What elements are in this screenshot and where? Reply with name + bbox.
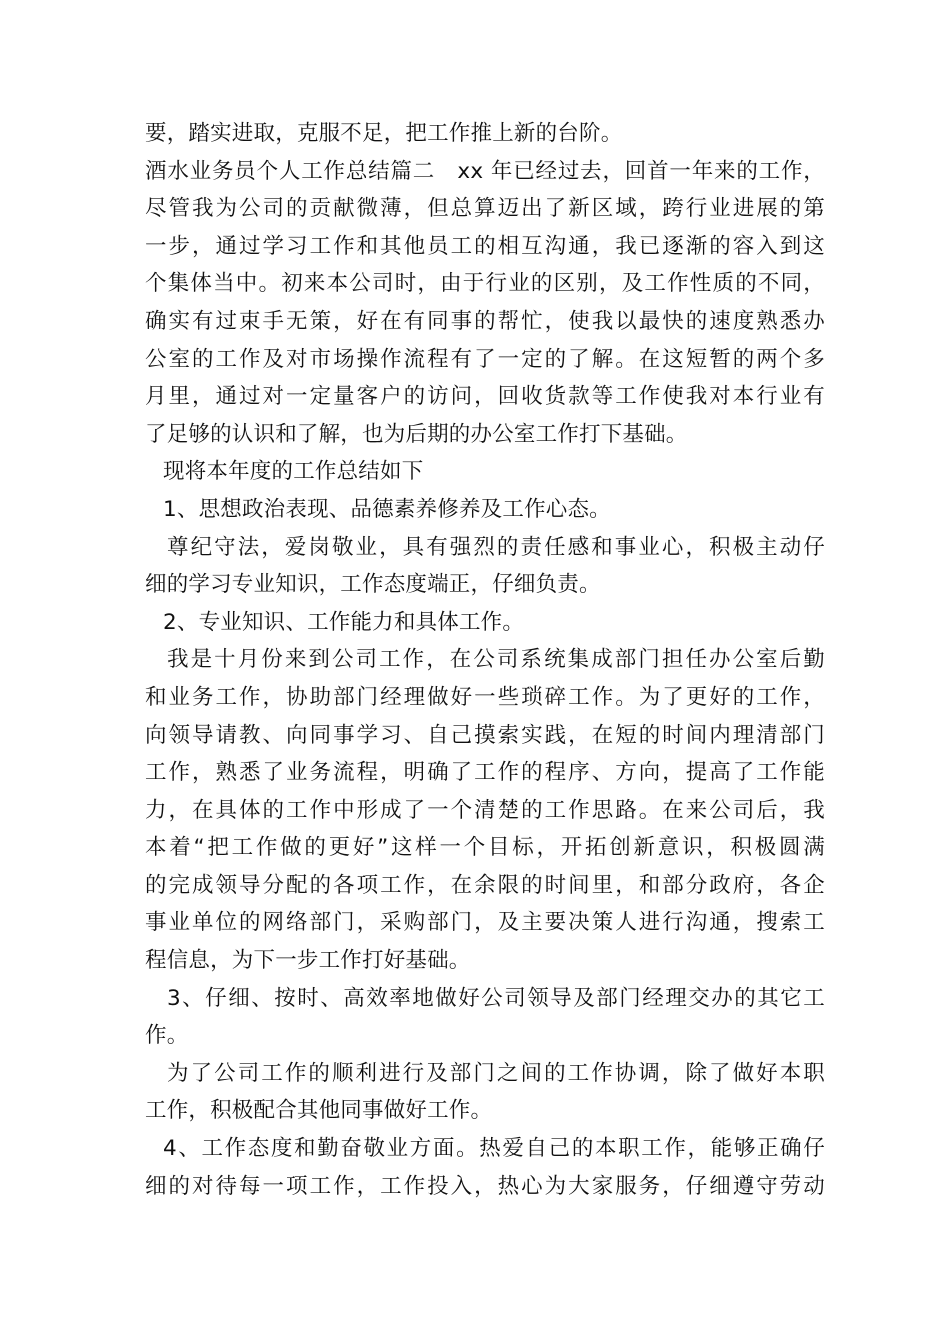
text-line: 酒水业务员个人工作总结篇二 xx 年已经过去，回首一年来的工作， (145, 158, 825, 184)
text-line: 现将本年度的工作总结如下 (163, 459, 424, 485)
text-line: 事业单位的网络部门，采购部门，及主要决策人进行沟通，搜索工 (145, 910, 825, 936)
text-line: 作。 (145, 1023, 189, 1049)
text-line: 月里，通过对一定量客户的访问，回收货款等工作使我对本行业有 (145, 384, 825, 410)
text-line: 向领导请教、向同事学习、自己摸索实践，在短的时间内理清部门 (145, 722, 825, 748)
text-line: 尊纪守法，爱岗敬业，具有强烈的责任感和事业心，积极主动仔 (167, 534, 825, 560)
text-line: 了足够的认识和了解，也为后期的办公室工作打下基础。 (145, 421, 688, 447)
text-line: 4、工作态度和勤奋敬业方面。热爱自己的本职工作，能够正确仔 (163, 1136, 825, 1162)
text-line: 公室的工作及对市场操作流程有了一定的了解。在这短暂的两个多 (145, 346, 825, 372)
text-line: 确实有过束手无策，好在有同事的帮忙，使我以最快的速度熟悉办 (145, 308, 825, 334)
text-line: 为了公司工作的顺利进行及部门之间的工作协调，除了做好本职 (167, 1060, 825, 1086)
text-line: 细的对待每一项工作，工作投入，热心为大家服务，仔细遵守劳动 (145, 1173, 825, 1199)
text-line: 1、思想政治表现、品德素养修养及工作心态。 (163, 496, 611, 522)
text-line: 个集体当中。初来本公司时，由于行业的区别，及工作性质的不同， (145, 271, 825, 297)
text-line: 和业务工作，协助部门经理做好一些琐碎工作。为了更好的工作， (145, 684, 825, 710)
text-line: 的完成领导分配的各项工作，在余限的时间里，和部分政府，各企 (145, 872, 825, 898)
text-line: 力，在具体的工作中形成了一个清楚的工作思路。在来公司后，我 (145, 797, 825, 823)
text-line: 工作，熟悉了业务流程，明确了工作的程序、方向，提高了工作能 (145, 760, 825, 786)
text-line: 我是十月份来到公司工作，在公司系统集成部门担任办公室后勤 (167, 647, 825, 673)
text-line: 工作，积极配合其他同事做好工作。 (145, 1098, 493, 1124)
text-line: 一步，通过学习工作和其他员工的相互沟通，我已逐渐的容入到这 (145, 233, 825, 259)
body-text (145, 115, 825, 1205)
text-line: 本着“把工作做的更好”这样一个目标，开拓创新意识，积极圆满 (145, 835, 825, 861)
text-line: 尽管我为公司的贡献微薄，但总算迈出了新区域，跨行业进展的第 (145, 196, 825, 222)
text-line: 要，踏实进取，克服不足，把工作推上新的台阶。 (145, 121, 623, 146)
text-line: 细的学习专业知识，工作态度端正，仔细负责。 (145, 572, 601, 598)
text-line: 程信息，为下一步工作打好基础。 (145, 948, 471, 974)
text-line: 2、专业知识、工作能力和具体工作。 (163, 609, 525, 635)
text-line: 3、仔细、按时、高效率地做好公司领导及部门经理交办的其它工 (167, 985, 825, 1011)
